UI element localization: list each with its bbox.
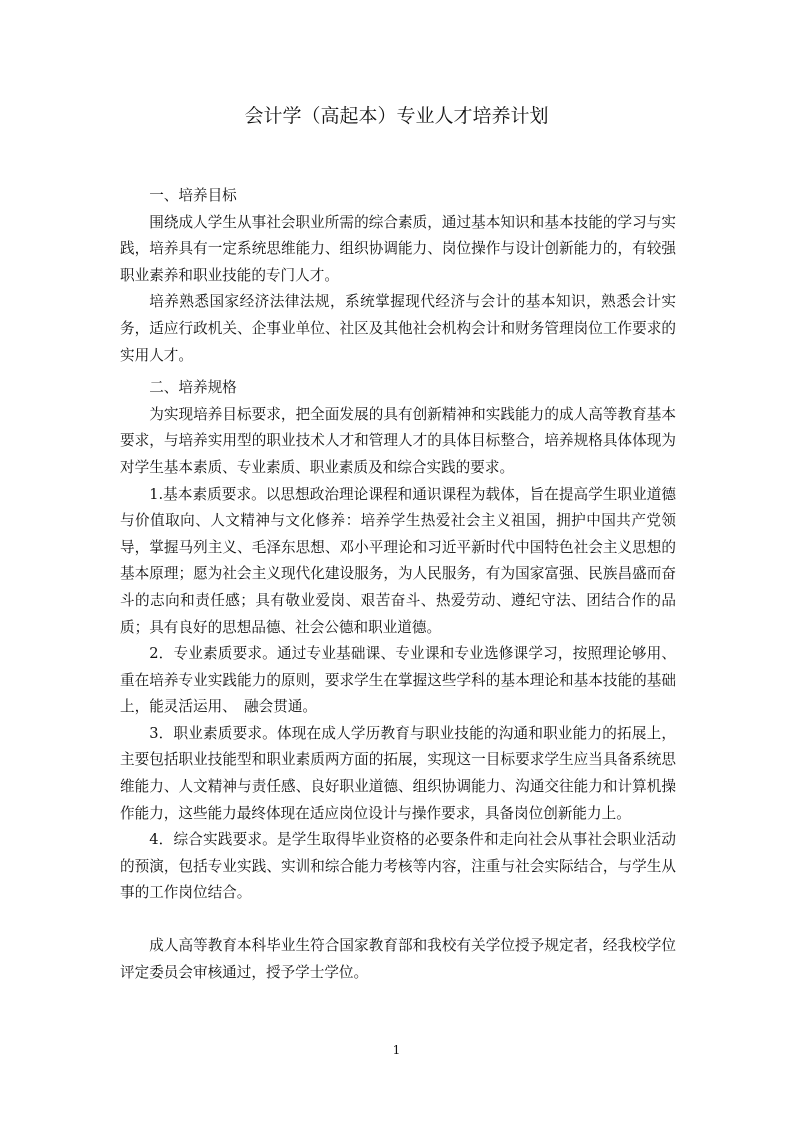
paragraph: 培养熟悉国家经济法律法规，系统掌握现代经济与会计的基本知识，熟悉会计实务，适应行政机关、企事业单位、社区及其他社会机构会计和财务管理岗位工作要求的实用人才。 [120,293,676,364]
paragraph: 1.基本素质要求。以思想政治理论课程和通识课程为载体，旨在提高学生职业道德与价值取向、人文精神与文化修养：培养学生热爱社会主义祖国，拥护中国共产党领导，掌握马列主义、毛泽东思想、邓小平理论和习近平新时代中国特色社会主义思想的基本原理；愿为社会主义现代化建设服务，为人民服务，有为国家富强、民族昌盛而奋斗的志向和责任感；具有敬业爱岗、艰苦奋斗、热爱劳动、遵纪守法、团结合作的品质；具有良好的思想品德、社会公德和职业道德。 [120,485,676,636]
document-body [120,183,676,986]
paragraph: 2．专业素质要求。通过专业基础课、专业课和专业选修课学习，按照理论够用、重在培养专业实践能力的原则，要求学生在掌握这些学科的基本理论和基本技能的基础上，能灵活运用、 融会贯通。 [120,645,676,716]
paragraph: 3．职业素质要求。体现在成人学历教育与职业技能的沟通和职业能力的拓展上，主要包括职业技能型和职业素质两方面的拓展，实现这一目标要求学生应当具备系统思维能力、人文精神与责任感、良好职业道德、组织协调能力、沟通交往能力和计算机操作能力，这些能力最终体现在适应岗位设计与操作要求，具备岗位创新能力上。 [120,724,676,822]
paragraph: 围绕成人学生从事社会职业所需的综合素质，通过基本知识和基本技能的学习与实践，培养具有一定系统思维能力、组织协调能力、岗位操作与设计创新能力的，有较强职业素养和职业技能的专门人才。 [120,213,676,284]
section-heading-objectives: 一、培养目标 [149,187,237,204]
paragraph: 为实现培养目标要求，把全面发展的具有创新精神和实践能力的成人高等教育基本要求，与培养实用型的职业技术人才和管理人才的具体目标整合，培养规格具体体现为对学生基本素质、专业素质、职业素质及和综合实践的要求。 [120,405,676,476]
paragraph: 4．综合实践要求。是学生取得毕业资格的必要条件和走向社会从事社会职业活动的预演，包括专业实践、实训和综合能力考核等内容，注重与社会实际结合，与学生从事的工作岗位结合。 [120,831,676,902]
spacer [120,907,676,933]
closing-paragraph: 成人高等教育本科毕业生符合国家教育部和我校有关学位授予规定者，经我校学位评定委员会审核通过，授予学士学位。 [120,937,676,981]
page-number: 1 [392,1043,401,1057]
section-heading-specifications: 二、培养规格 [149,379,237,397]
document-title: 会计学（高起本）专业人才培养计划 [244,105,549,127]
